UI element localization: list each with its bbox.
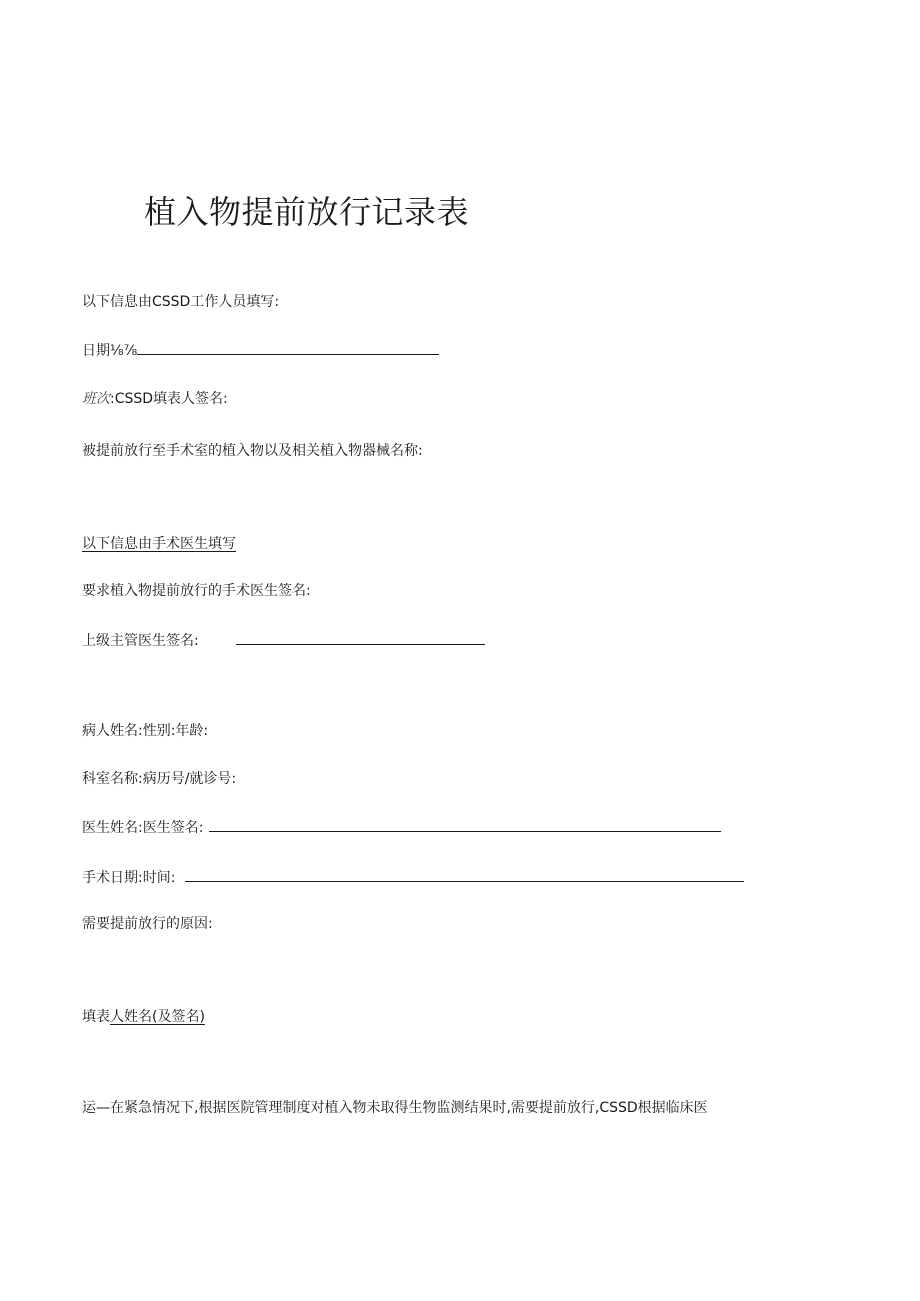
superior-signature-label: 上级主管医生签名: (82, 633, 199, 649)
shift-row (82, 389, 228, 410)
shift-label: 班次 (82, 392, 110, 407)
surgery-time-line[interactable] (185, 867, 744, 882)
page-title: 植入物提前放行记录表 (144, 193, 470, 231)
doctor-signature-line[interactable] (209, 817, 721, 832)
footnote-text: 运—在紧急情况下,根据医院管理制度对植入物未取得生物监测结果时,需要提前放行,CSSD根据临床医 (82, 1100, 708, 1116)
filler-prefix: 填表 (82, 1009, 110, 1025)
superior-signature-line[interactable] (236, 630, 485, 645)
surgeon-signature-label: 要求植入物提前放行的手术医生签名: (82, 583, 311, 599)
surgery-row (82, 867, 744, 888)
filler-name-label: 人姓名(及签名) (110, 1009, 205, 1025)
department-label: 科室名称:病历号/就诊号: (82, 771, 237, 787)
cssd-signature-label: :CSSD填表人签名: (110, 391, 228, 407)
implant-name-label: 被提前放行至手术室的植入物以及相关植入物器械名称: (82, 443, 423, 459)
superior-signature-row (82, 630, 485, 651)
filler-row (82, 1007, 205, 1027)
cssd-section-heading: 以下信息由CSSD工作人员填写: (82, 294, 280, 310)
doctor-section-heading: 以下信息由手术医生填写 (82, 536, 236, 552)
surgery-time-label: 手术日期:时间: (82, 870, 176, 886)
reason-label: 需要提前放行的原因: (82, 916, 213, 932)
doctor-label: 医生姓名:医生签名: (82, 820, 204, 836)
date-label: 日期⅛⅞ (82, 343, 138, 359)
date-input-line[interactable] (137, 340, 439, 355)
patient-info-label: 病人姓名:性别:年龄: (82, 723, 209, 739)
date-row (82, 340, 439, 361)
doctor-row (82, 817, 721, 838)
